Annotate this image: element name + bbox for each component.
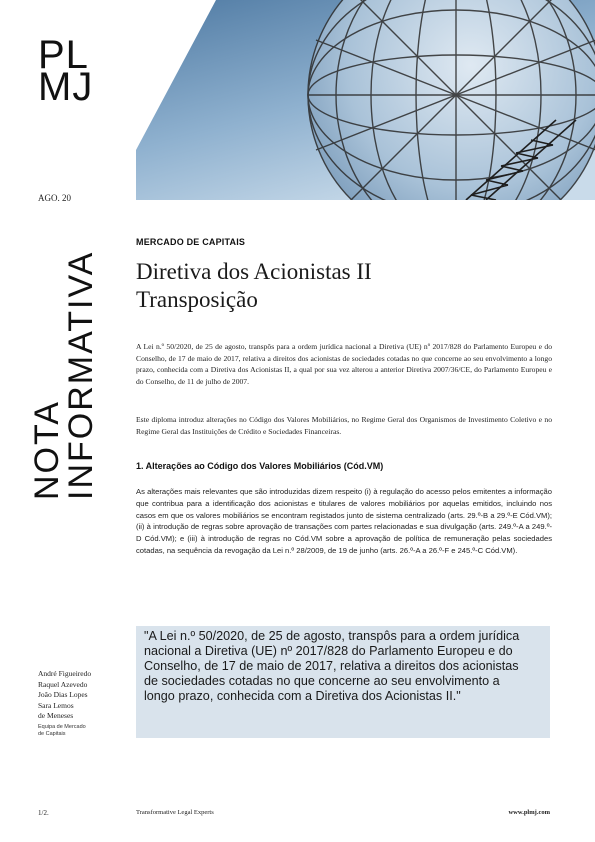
pull-quote-box [136, 626, 550, 738]
section-paragraph: As alterações mais relevantes que são introduzidas dizem respeito (i) à regulação do acesso pelos emitentes a informação que contribua para a identificação dos acionistas e titulares de valores mobiliários por aquelas emitidos, incluindo nos casos em que os valores mobiliários se encontram registados junto de sistema centralizado (arts. 29.º-B a 29.º-E Cód.VM); (ii) à introdução de regras sobre aprovação de transações com partes relacionadas e sua divulgação (arts. 249.º-A a 249.º-D Cód.VM); e (iii) à introdução de regras no Cód.VM sobre a aprovação de política de remuneração pelas sociedades cotadas, na sequência da revogação da Lei n.º 28/2009, de 19 de junho (arts. 26.º-A a 26.º-F e 245.º-C Cód.VM). [136, 487, 552, 555]
pull-quote-text: "A Lei n.º 50/2020, de 25 de agosto, transpôs para a ordem jurídica nacional a Diretiva (UE) nº 2017/828 do Parlamento Europeu e do Conselho, de 17 de maio de 2017, relativa a direitos dos acionistas de sociedades cotadas no que concerne ao seu envolvimento a longo prazo, conhecida com a Diretiva dos Acionistas II." [144, 629, 520, 703]
title-line-1: Diretiva dos Acionistas II [136, 259, 372, 284]
intro-paragraph: A Lei n.º 50/2020, de 25 de agosto, transpôs para a ordem jurídica nacional a Diretiva (UE) nº 2017/828 do Parlamento Europeu e do Conselho, de 17 de maio de 2017, relativa a direitos dos acionistas de sociedades cotadas no que concerne ao seu envolvimento a longo prazo, conhecida com a Diretiva dos Acionistas II, a qual por sua vez alterou a anterior Diretiva 2007/36/CE, do Parlamento Europeu e do Conselho, de 11 de julho de 2007. [136, 342, 552, 386]
team-name [38, 724, 128, 738]
team-name-line-1: Equipa de Mercado [38, 723, 86, 730]
author-name: João Dias Lopes [38, 690, 88, 699]
side-title-line-1: NOTA [28, 400, 66, 500]
footer-website-link[interactable]: www.plmj.com [508, 809, 550, 816]
title-line-2: Transposição [136, 287, 258, 312]
issue-date: AGO. 20 [38, 193, 71, 203]
side-title-nota-informativa [30, 251, 98, 500]
footer-slogan: Transformative Legal Experts [136, 809, 214, 816]
hero-image-radome [136, 0, 595, 200]
author-name: Raquel Azevedo [38, 679, 88, 689]
page-number: 1/2. [38, 809, 49, 817]
team-name-line-2: de Capitais [38, 730, 66, 737]
section-tag: MERCADO DE CAPITAIS [136, 237, 246, 247]
author-name: André Figueiredo [38, 669, 92, 678]
section-heading: 1. Alterações ao Código dos Valores Mobiliários (Cód.VM) [136, 461, 384, 471]
document-title [136, 258, 556, 314]
side-title-line-2: INFORMATIVA [62, 250, 100, 500]
author-name: Sara Lemos [38, 700, 74, 710]
authors-block [38, 669, 128, 738]
logo-line-2: MJ [38, 65, 94, 109]
author-name: de Meneses [38, 711, 74, 720]
second-paragraph: Este diploma introduz alterações no Código dos Valores Mobiliários, no Regime Geral dos Organismos de Investimento Coletivo e no Regime Geral das Instituições de Crédito e Sociedades Financeiras. [136, 415, 552, 436]
logo-line-1: PL [38, 33, 89, 77]
radome-illustration [136, 0, 595, 200]
plmj-logo [38, 33, 100, 109]
